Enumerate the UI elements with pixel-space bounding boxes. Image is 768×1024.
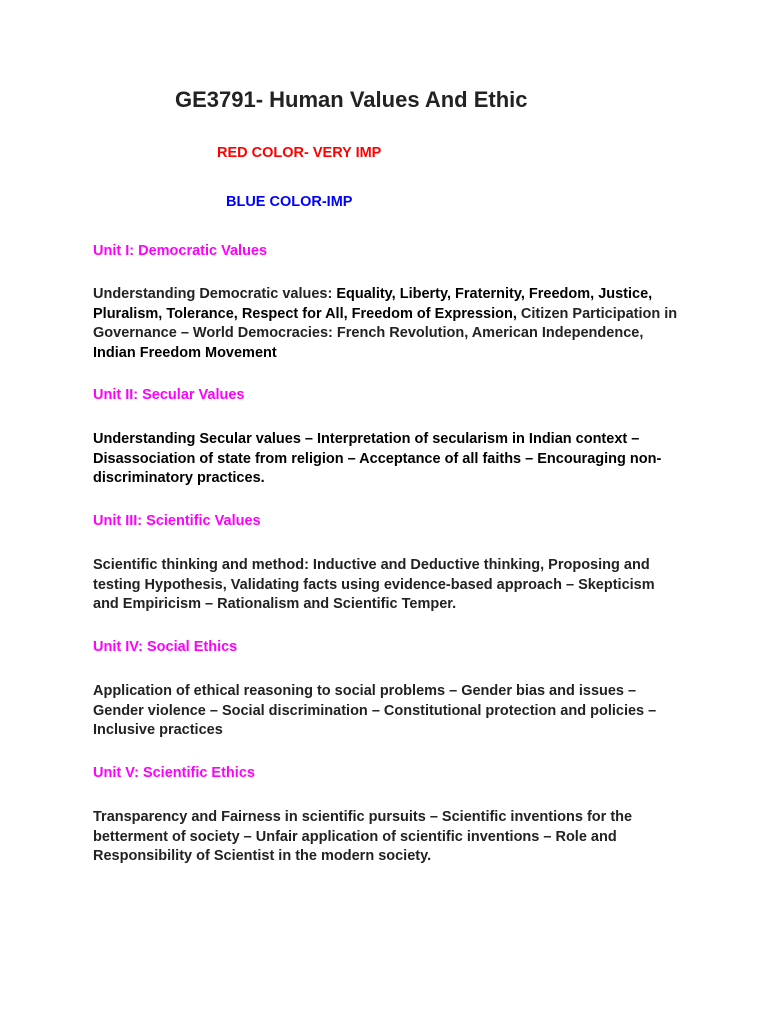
unit-4-heading: Unit IV: Social Ethics: [93, 639, 238, 655]
unit-1-body-highlight-values: Equality, Liberty, Fraternity, Freedom, Justice, Pluralism, Tolerance, Respect for All, Freedom of Expression,: [93, 286, 653, 322]
unit-1-body-highlight-movement: Indian Freedom Movement: [93, 344, 277, 361]
unit-4-body: Application of ethical reasoning to social problems – Gender bias and issues – Gender violence – Social discrimination – Constitutional protection and policies – Inclusive practices: [93, 683, 657, 738]
unit-5-heading: Unit V: Scientific Ethics: [93, 765, 255, 781]
unit-1-body: [93, 285, 683, 363]
unit-1-body-middle: Citizen Participation in Governance – World Democracies: French Revolution, American Independence,: [93, 305, 678, 341]
unit-3-body: Scientific thinking and method: Inductive and Deductive thinking, Proposing and testing Hypothesis, Validating facts using evidence-based approach – Skepticism and Empiricism – Rationalism and Scientific Temper.: [93, 557, 655, 612]
unit-1-body-intro: Understanding Democratic values:: [93, 286, 337, 302]
unit-5-body: Transparency and Fairness in scientific pursuits – Scientific inventions for the betterment of society – Unfair application of scientific inventions – Role and Responsibility of Scientist in the modern society.: [93, 809, 633, 864]
unit-1-heading: Unit I: Democratic Values: [93, 243, 268, 259]
unit-2-body: Understanding Secular values – Interpretation of secularism in Indian context – Disassociation of state from religion – Acceptance of all faiths – Encouraging non-discriminatory practices.: [93, 431, 662, 486]
unit-3-heading: Unit III: Scientific Values: [93, 513, 261, 529]
legend-very-important: RED COLOR- VERY IMP: [217, 145, 382, 161]
legend-important: BLUE COLOR-IMP: [226, 194, 353, 210]
page-title: GE3791- Human Values And Ethic: [175, 87, 528, 112]
unit-2-heading: Unit II: Secular Values: [93, 387, 245, 403]
